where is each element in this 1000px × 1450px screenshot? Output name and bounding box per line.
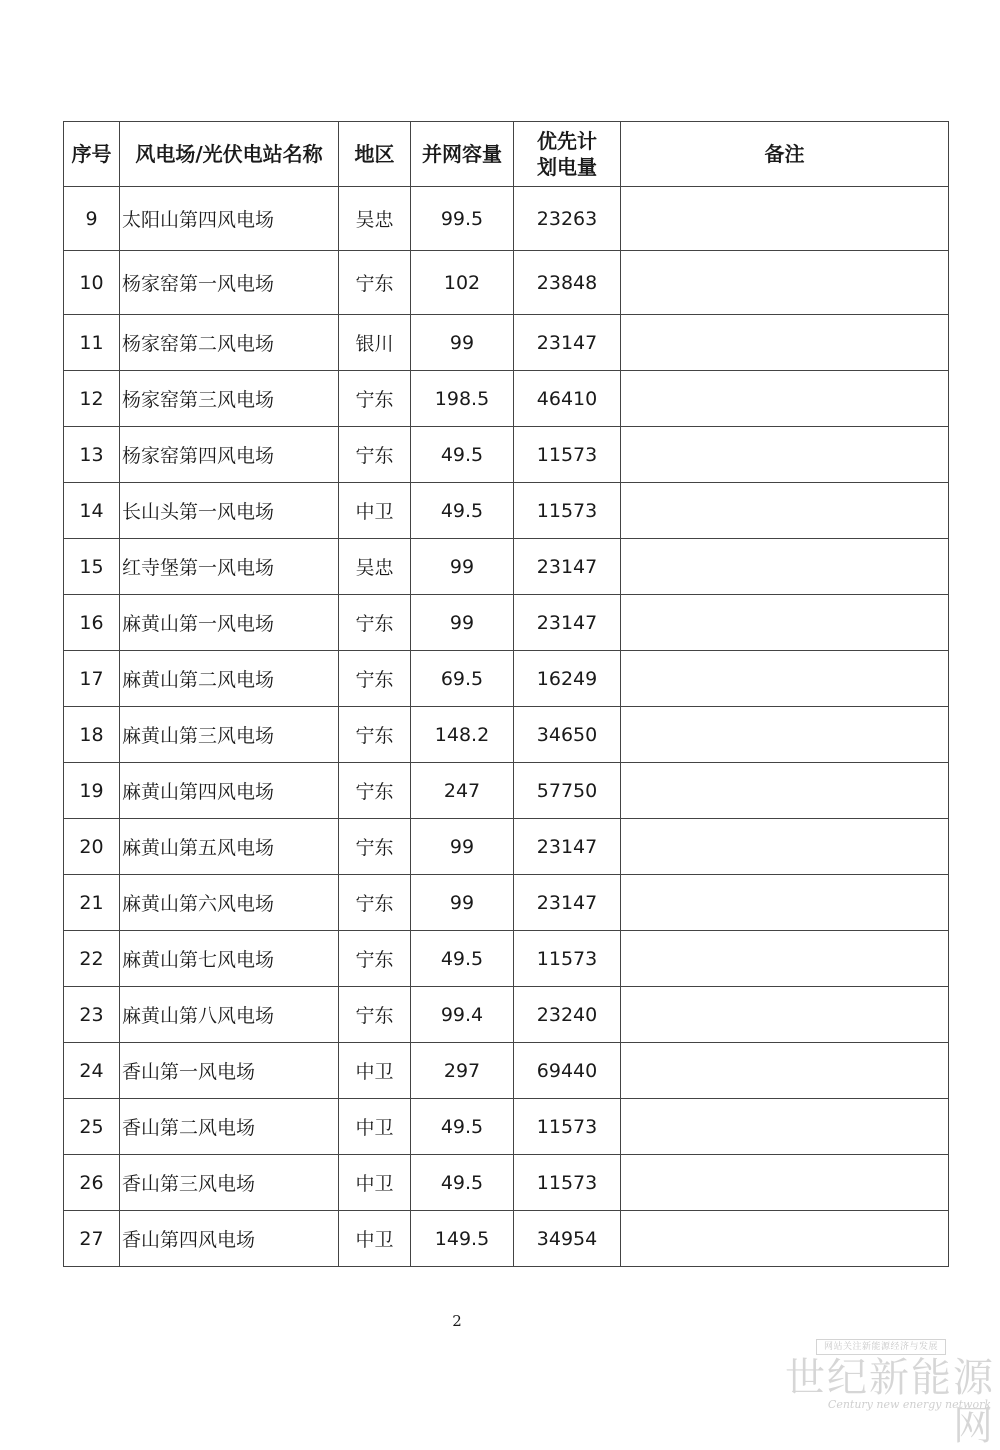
- cell-plan: 23147: [514, 595, 621, 651]
- cell-no: 20: [64, 819, 120, 875]
- cell-plan: 23147: [514, 819, 621, 875]
- cell-no: 24: [64, 1043, 120, 1099]
- cell-remark: [621, 251, 949, 315]
- cell-plan: 34650: [514, 707, 621, 763]
- cell-no: 22: [64, 931, 120, 987]
- cell-plan: 11573: [514, 427, 621, 483]
- cell-remark: [621, 987, 949, 1043]
- cell-capacity: 102: [411, 251, 514, 315]
- cell-remark: [621, 539, 949, 595]
- cell-region: 中卫: [339, 483, 411, 539]
- cell-capacity: 198.5: [411, 371, 514, 427]
- cell-region: 宁东: [339, 875, 411, 931]
- header-plan-line1: 优先计: [537, 129, 597, 153]
- cell-capacity: 99: [411, 539, 514, 595]
- cell-capacity: 148.2: [411, 707, 514, 763]
- table-row: [64, 595, 949, 651]
- cell-remark: [621, 931, 949, 987]
- cell-capacity: 247: [411, 763, 514, 819]
- cell-no: 13: [64, 427, 120, 483]
- cell-region: 宁东: [339, 251, 411, 315]
- cell-region: 中卫: [339, 1099, 411, 1155]
- cell-plan: 57750: [514, 763, 621, 819]
- cell-name: 香山第一风电场: [120, 1043, 339, 1099]
- cell-plan: 11573: [514, 1155, 621, 1211]
- table-row: [64, 1211, 949, 1267]
- watermark-logo: 世纪新能源网: [785, 1355, 995, 1449]
- cell-capacity: 149.5: [411, 1211, 514, 1267]
- cell-capacity: 297: [411, 1043, 514, 1099]
- cell-name: 麻黄山第二风电场: [120, 651, 339, 707]
- cell-capacity: 49.5: [411, 1155, 514, 1211]
- cell-region: 宁东: [339, 707, 411, 763]
- cell-region: 宁东: [339, 819, 411, 875]
- table-row: [64, 875, 949, 931]
- cell-name: 杨家窑第四风电场: [120, 427, 339, 483]
- table-row: [64, 187, 949, 251]
- table-row: [64, 315, 949, 371]
- cell-capacity: 99: [411, 819, 514, 875]
- cell-name: 杨家窑第三风电场: [120, 371, 339, 427]
- cell-name: 麻黄山第一风电场: [120, 595, 339, 651]
- cell-region: 宁东: [339, 595, 411, 651]
- cell-remark: [621, 1155, 949, 1211]
- cell-name: 麻黄山第四风电场: [120, 763, 339, 819]
- cell-capacity: 49.5: [411, 483, 514, 539]
- cell-name: 长山头第一风电场: [120, 483, 339, 539]
- cell-region: 中卫: [339, 1155, 411, 1211]
- cell-capacity: 69.5: [411, 651, 514, 707]
- header-plan: [514, 122, 621, 187]
- header-no: 序号: [64, 122, 120, 187]
- cell-name: 麻黄山第六风电场: [120, 875, 339, 931]
- cell-no: 11: [64, 315, 120, 371]
- cell-no: 12: [64, 371, 120, 427]
- cell-remark: [621, 595, 949, 651]
- table-row: [64, 819, 949, 875]
- cell-plan: 69440: [514, 1043, 621, 1099]
- cell-plan: 16249: [514, 651, 621, 707]
- header-row: [64, 122, 949, 187]
- cell-region: 吴忠: [339, 539, 411, 595]
- cell-region: 宁东: [339, 763, 411, 819]
- cell-name: 红寺堡第一风电场: [120, 539, 339, 595]
- cell-no: 15: [64, 539, 120, 595]
- cell-region: 中卫: [339, 1043, 411, 1099]
- cell-name: 麻黄山第五风电场: [120, 819, 339, 875]
- cell-region: 银川: [339, 315, 411, 371]
- cell-capacity: 49.5: [411, 427, 514, 483]
- cell-name: 香山第二风电场: [120, 1099, 339, 1155]
- cell-no: 14: [64, 483, 120, 539]
- table-row: [64, 651, 949, 707]
- cell-no: 17: [64, 651, 120, 707]
- cell-no: 21: [64, 875, 120, 931]
- cell-remark: [621, 1043, 949, 1099]
- cell-plan: 11573: [514, 1099, 621, 1155]
- cell-name: 太阳山第四风电场: [120, 187, 339, 251]
- cell-remark: [621, 707, 949, 763]
- cell-plan: 46410: [514, 371, 621, 427]
- cell-remark: [621, 483, 949, 539]
- cell-no: 27: [64, 1211, 120, 1267]
- cell-name: 香山第三风电场: [120, 1155, 339, 1211]
- cell-region: 宁东: [339, 427, 411, 483]
- cell-name: 香山第四风电场: [120, 1211, 339, 1267]
- cell-plan: 23240: [514, 987, 621, 1043]
- header-region: 地区: [339, 122, 411, 187]
- cell-name: 麻黄山第七风电场: [120, 931, 339, 987]
- cell-no: 26: [64, 1155, 120, 1211]
- cell-region: 中卫: [339, 1211, 411, 1267]
- watermark-slogan: 网站关注新能源经济与发展: [816, 1339, 946, 1355]
- cell-name: 杨家窑第二风电场: [120, 315, 339, 371]
- watermark-subtitle: Century new energy network: [827, 1398, 991, 1411]
- cell-region: 宁东: [339, 651, 411, 707]
- table-row: [64, 371, 949, 427]
- cell-region: 吴忠: [339, 187, 411, 251]
- cell-remark: [621, 187, 949, 251]
- page-number: 2: [452, 1312, 462, 1330]
- cell-plan: 23147: [514, 539, 621, 595]
- cell-no: 19: [64, 763, 120, 819]
- table-row: [64, 483, 949, 539]
- cell-capacity: 49.5: [411, 931, 514, 987]
- cell-region: 宁东: [339, 931, 411, 987]
- table-row: [64, 707, 949, 763]
- cell-capacity: 99: [411, 315, 514, 371]
- cell-plan: 23147: [514, 875, 621, 931]
- cell-region: 宁东: [339, 987, 411, 1043]
- cell-plan: 34954: [514, 1211, 621, 1267]
- cell-capacity: 49.5: [411, 1099, 514, 1155]
- header-capacity: 并网容量: [411, 122, 514, 187]
- table-row: [64, 1155, 949, 1211]
- table-row: [64, 987, 949, 1043]
- cell-name: 杨家窑第一风电场: [120, 251, 339, 315]
- table-row: [64, 1043, 949, 1099]
- table-row: [64, 763, 949, 819]
- table-row: [64, 1099, 949, 1155]
- cell-plan: 11573: [514, 483, 621, 539]
- cell-remark: [621, 371, 949, 427]
- header-remark: 备注: [621, 122, 949, 187]
- cell-name: 麻黄山第八风电场: [120, 987, 339, 1043]
- cell-plan: 23848: [514, 251, 621, 315]
- cell-no: 16: [64, 595, 120, 651]
- table-body: [64, 187, 949, 1267]
- cell-plan: 23147: [514, 315, 621, 371]
- cell-plan: 23263: [514, 187, 621, 251]
- cell-remark: [621, 427, 949, 483]
- cell-region: 宁东: [339, 371, 411, 427]
- cell-capacity: 99: [411, 875, 514, 931]
- cell-capacity: 99: [411, 595, 514, 651]
- cell-remark: [621, 763, 949, 819]
- cell-no: 25: [64, 1099, 120, 1155]
- cell-name: 麻黄山第三风电场: [120, 707, 339, 763]
- header-name: 风电场/光伏电站名称: [120, 122, 339, 187]
- table-row: [64, 931, 949, 987]
- cell-no: 23: [64, 987, 120, 1043]
- cell-remark: [621, 819, 949, 875]
- cell-remark: [621, 1211, 949, 1267]
- cell-no: 10: [64, 251, 120, 315]
- table-row: [64, 539, 949, 595]
- header-plan-line2: 划电量: [537, 155, 597, 179]
- cell-remark: [621, 1099, 949, 1155]
- cell-no: 18: [64, 707, 120, 763]
- cell-remark: [621, 315, 949, 371]
- cell-plan: 11573: [514, 931, 621, 987]
- cell-remark: [621, 651, 949, 707]
- table-row: [64, 427, 949, 483]
- cell-no: 9: [64, 187, 120, 251]
- cell-capacity: 99.5: [411, 187, 514, 251]
- table-row: [64, 251, 949, 315]
- cell-capacity: 99.4: [411, 987, 514, 1043]
- cell-remark: [621, 875, 949, 931]
- plan-table: [63, 121, 949, 1267]
